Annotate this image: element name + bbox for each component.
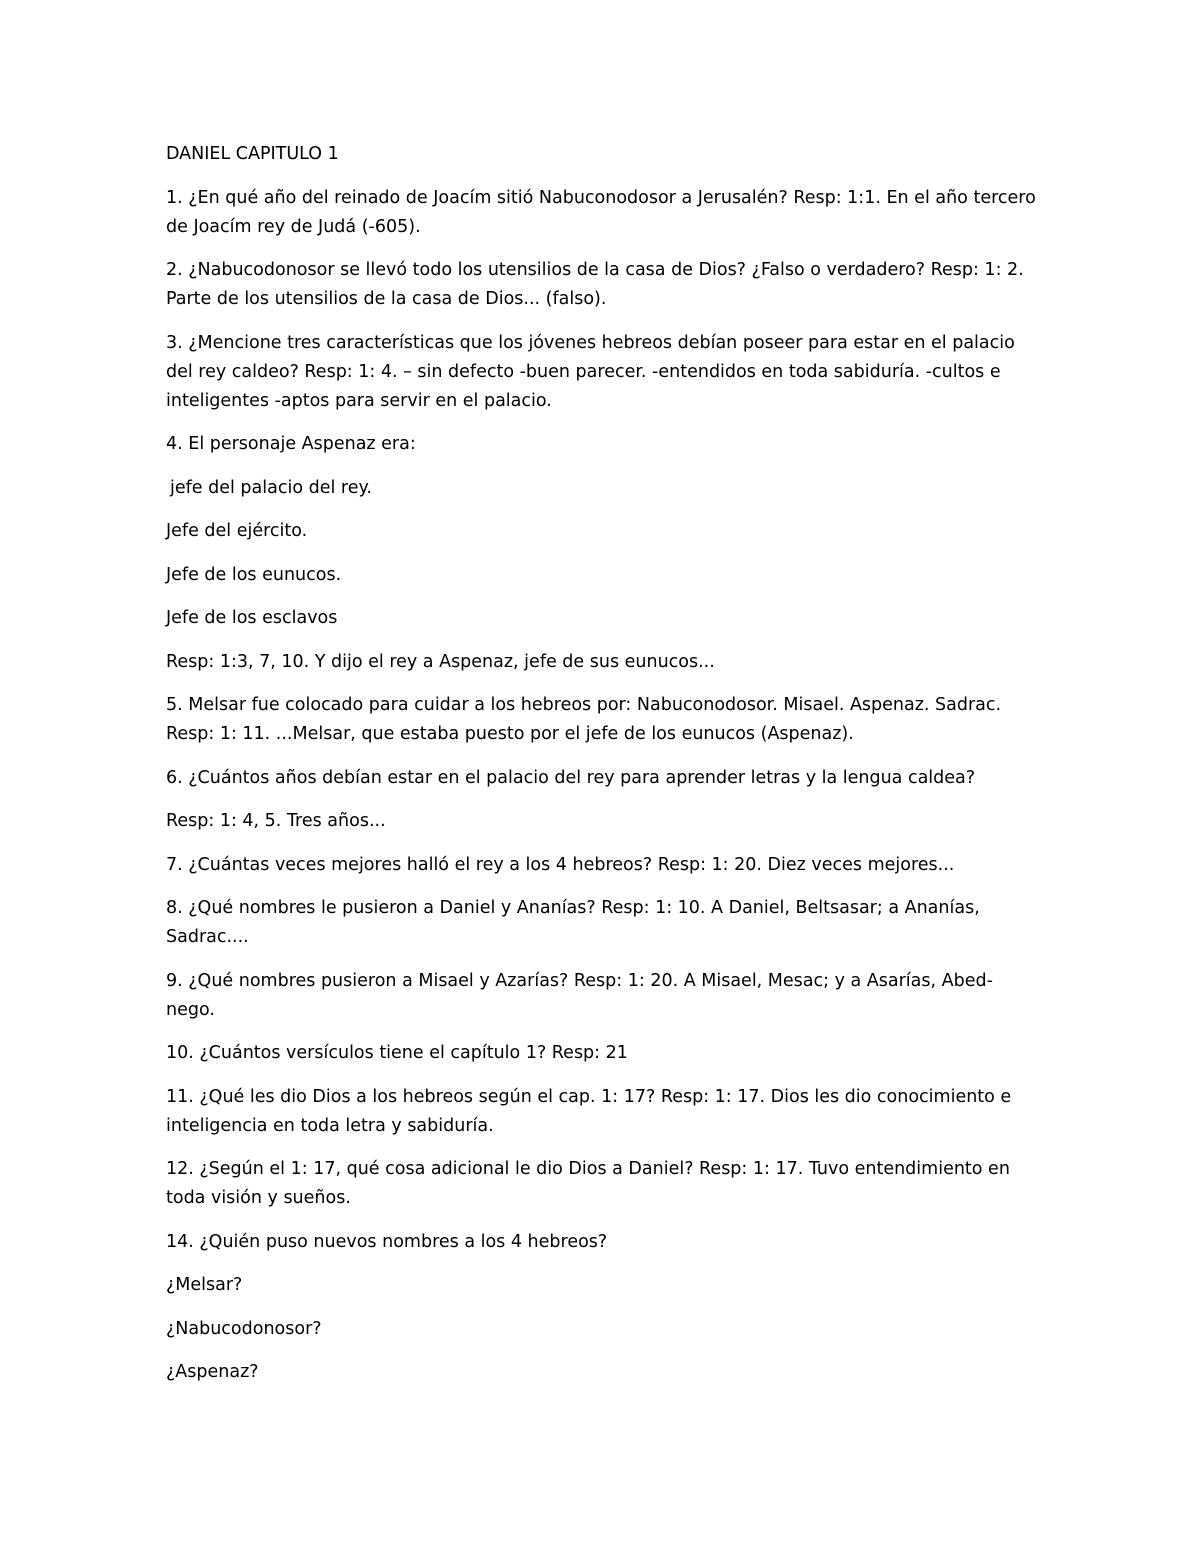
question-1: 1. ¿En qué año del reinado de Joacím sitió Nabuconodosor a Jerusalén? Resp: 1:1. En el año tercero de Joacím rey de Judá (-605). <box>166 187 1042 237</box>
question-2: 2. ¿Nabucodonosor se llevó todo los utensilios de la casa de Dios? ¿Falso o verdadero? Resp: 1: 2. Parte de los utensilios de la casa de Dios... (falso). <box>166 260 1030 309</box>
question-10: 10. ¿Cuántos versículos tiene el capítulo 1? Resp: 21 <box>166 1043 628 1063</box>
option-army-chief: Jefe del ejército. <box>166 521 308 541</box>
question-3: 3. ¿Mencione tres características que los jóvenes hebreos debían poseer para estar en el palacio del rey caldeo? Resp: 1: 4. – sin defecto -buen parecer. -entendidos en toda sabiduría. -cultos e inteligentes -aptos para servir en el palacio. <box>166 332 1021 411</box>
option-melsar: ¿Melsar? <box>166 1275 243 1295</box>
question-4: 4. El personaje Aspenaz era: <box>166 434 416 454</box>
answer-6: Resp: 1: 4, 5. Tres años... <box>166 811 386 831</box>
option-slave-chief: Jefe de los esclavos <box>166 608 338 628</box>
answer-4: Resp: 1:3, 7, 10. Y dijo el rey a Aspenaz, jefe de sus eunucos... <box>166 651 715 672</box>
option-eunuch-chief: Jefe de los eunucos. <box>166 564 342 585</box>
document-page <box>166 140 1042 1402</box>
question-14: 14. ¿Quién puso nuevos nombres a los 4 hebreos? <box>166 1231 608 1252</box>
question-7: 7. ¿Cuántas veces mejores halló el rey a los 4 hebreos? Resp: 1: 20. Diez veces mejores... <box>166 854 955 875</box>
question-6: 6. ¿Cuántos años debían estar en el palacio del rey para aprender letras y la lengua caldea? <box>166 767 976 788</box>
question-12: 12. ¿Según el 1: 17, qué cosa adicional le dio Dios a Daniel? Resp: 1: 17. Tuvo entendimiento en toda visión y sueños. <box>166 1159 1016 1208</box>
question-8: 8. ¿Qué nombres le pusieron a Daniel y Ananías? Resp: 1: 10. A Daniel, Beltsasar; a Ananías, Sadrac.... <box>166 898 986 947</box>
document-title: DANIEL CAPITULO 1 <box>166 144 339 164</box>
option-nabucodonosor: ¿Nabucodonosor? <box>166 1318 322 1339</box>
question-9: 9. ¿Qué nombres pusieron a Misael y Azarías? Resp: 1: 20. A Misael, Mesac; y a Asarías, Abed-nego. <box>166 970 993 1020</box>
option-palace-chief: jefe del palacio del rey. <box>170 477 372 498</box>
question-5: 5. Melsar fue colocado para cuidar a los hebreos por: Nabuconodosor. Misael. Aspenaz. Sadrac. Resp: 1: 11. ...Melsar, que estaba puesto por el jefe de los eunucos (Aspenaz). <box>166 695 1007 744</box>
option-aspenaz: ¿Aspenaz? <box>166 1362 259 1382</box>
question-11: 11. ¿Qué les dio Dios a los hebreos según el cap. 1: 17? Resp: 1: 17. Dios les dio conocimiento e inteligencia en toda letra y sabiduría. <box>166 1086 1017 1136</box>
